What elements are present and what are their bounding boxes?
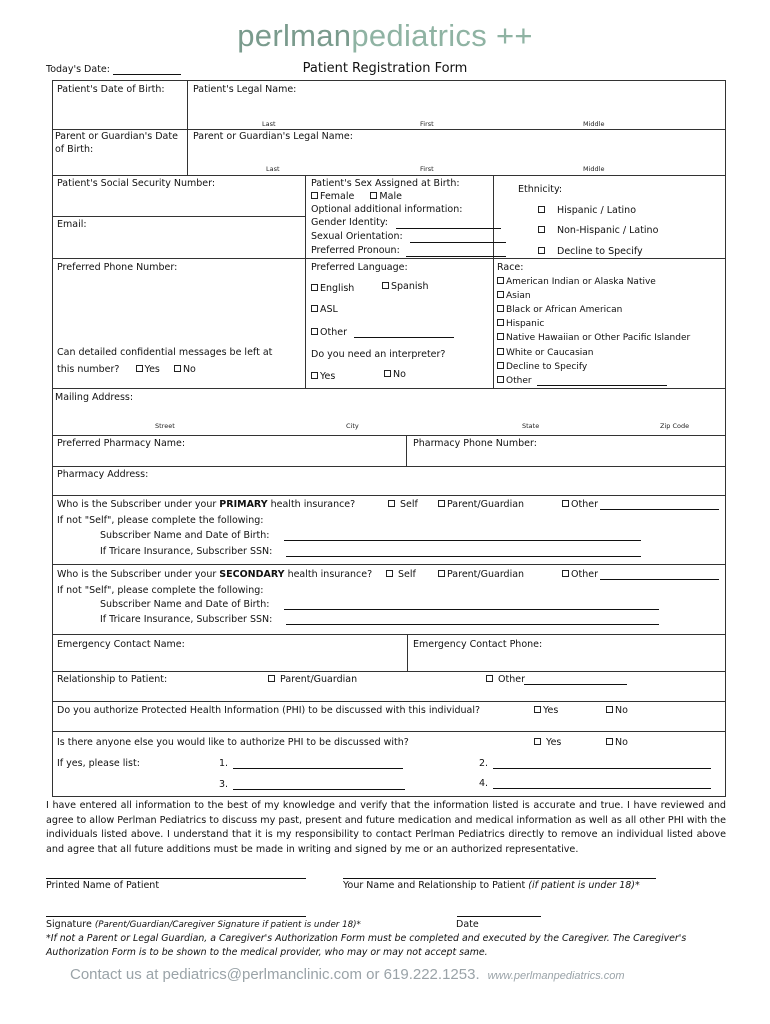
language-other [311, 327, 347, 338]
phi2-yes [534, 737, 561, 748]
male-checkbox[interactable] [370, 192, 377, 199]
mailing-address-label: Mailing Address: [55, 392, 134, 403]
language-label: Preferred Language: [311, 262, 408, 273]
phi1-no-checkbox[interactable] [606, 706, 613, 713]
relationship-other [486, 674, 525, 685]
no-label: No [393, 369, 406, 380]
race-checkbox[interactable] [497, 277, 504, 284]
phi1-no [606, 705, 628, 716]
primary-question-end: health insurance? [267, 499, 356, 510]
phi1-yes-checkbox[interactable] [534, 706, 541, 713]
your-name-line[interactable] [343, 878, 656, 879]
street-hint: Street [155, 422, 175, 430]
logo-text-pediatrics: pediatrics [351, 18, 488, 53]
other-language-line[interactable] [354, 337, 454, 338]
no-label: No [615, 705, 628, 716]
primary-parent-checkbox[interactable] [438, 500, 445, 507]
race-option [497, 277, 656, 287]
no-label: No [615, 737, 628, 748]
secondary-subscriber-dob-label: Subscriber Name and Date of Birth: [100, 599, 270, 610]
relationship-parent [268, 674, 357, 685]
ssn-label: Patient's Social Security Number: [57, 178, 216, 189]
interpreter-label: Do you need an interpreter? [311, 349, 446, 360]
patient-legal-name-label: Patient's Legal Name: [193, 84, 297, 95]
zip-hint: Zip Code [660, 422, 690, 430]
other-label: Other [571, 499, 598, 510]
preferred-pronoun-line[interactable] [406, 256, 506, 257]
pharmacy-phone-label: Pharmacy Phone Number: [413, 438, 537, 449]
primary-other [562, 499, 598, 510]
race-option-label: American Indian or Alaska Native [506, 277, 656, 287]
primary-tricare-line[interactable] [286, 556, 641, 557]
sexual-orientation-line[interactable] [410, 242, 506, 243]
phi-question-2: Is there anyone else you would like to authorize PHI to be discussed with? [57, 737, 409, 748]
primary-question [57, 499, 355, 510]
other-label: Other [571, 569, 598, 580]
asl-checkbox[interactable] [311, 305, 318, 312]
your-name-qualifier: (if patient is under 18)* [528, 880, 640, 891]
phi-list-line-2[interactable] [493, 768, 711, 769]
todays-date-label: Today's Date: [46, 64, 110, 75]
female-label: Female [320, 191, 355, 202]
gender-identity-line[interactable] [396, 228, 501, 229]
ethnicity-option [538, 246, 643, 257]
race-option-label: White or Caucasian [506, 348, 594, 358]
relationship-other-line[interactable] [524, 684, 627, 685]
logo-text-perlman: perlman [237, 18, 352, 53]
primary-emphasis: PRIMARY [219, 499, 268, 510]
language-english [311, 283, 354, 294]
first-name-hint: First [420, 165, 434, 173]
city-hint: City [346, 422, 359, 430]
race-checkbox[interactable] [497, 362, 504, 369]
female-checkbox[interactable] [311, 192, 318, 199]
phi2-yes-checkbox[interactable] [534, 738, 541, 745]
confidential-label: Can detailed confidential messages be left at [57, 347, 273, 358]
guardian-dob-label: Parent or Guardian's Date [55, 131, 178, 142]
race-checkbox[interactable] [497, 348, 504, 355]
primary-subscriber-dob-label: Subscriber Name and Date of Birth: [100, 530, 270, 541]
phi-question-1: Do you authorize Protected Health Information (PHI) to be discussed with this individual? [57, 705, 481, 716]
middle-name-hint: Middle [583, 120, 605, 128]
phi-list-line-4[interactable] [493, 788, 711, 789]
pharmacy-address-box[interactable] [52, 466, 726, 496]
ethnicity-option [538, 205, 636, 216]
secondary-tricare-label: If Tricare Insurance, Subscriber SSN: [100, 614, 273, 625]
race-option [497, 319, 544, 329]
phi2-no-checkbox[interactable] [606, 738, 613, 745]
sex-options [311, 191, 402, 202]
secondary-if-not: If not "Self", please complete the following: [57, 585, 264, 596]
interpreter-yes [311, 371, 335, 382]
race-checkbox[interactable] [497, 333, 504, 340]
secondary-subscriber-dob-line[interactable] [284, 609, 659, 610]
gender-identity-label: Gender Identity: [311, 217, 388, 228]
race-option-label: Other [506, 376, 532, 386]
spanish-label: Spanish [391, 281, 429, 292]
footer-contact [70, 966, 625, 983]
race-option-label: Black or African American [506, 305, 623, 315]
race-option-label: Native Hawaiian or Other Pacific Islander [506, 333, 691, 343]
parent-label: Parent/Guardian [447, 569, 525, 580]
date-label: Date [456, 919, 479, 930]
secondary-other-line[interactable] [600, 579, 719, 580]
race-option [497, 348, 593, 358]
parent-label: Parent/Guardian [280, 674, 358, 685]
list-number-4: 4. [479, 778, 489, 789]
secondary-parent-checkbox[interactable] [438, 570, 445, 577]
primary-question-text: Who is the Subscriber under your [57, 499, 220, 510]
confidential-options [57, 364, 196, 375]
phi-list-line-3[interactable] [233, 789, 405, 790]
primary-tricare-label: If Tricare Insurance, Subscriber SSN: [100, 546, 273, 557]
signature-label [46, 919, 361, 930]
your-name-text: Your Name and Relationship to Patient [343, 880, 529, 891]
race-option [497, 333, 690, 343]
self-label: Self [400, 499, 418, 510]
primary-self [388, 499, 418, 510]
middle-name-hint: Middle [583, 165, 605, 173]
list-number-2: 2. [479, 758, 489, 769]
consent-paragraph: I have entered all information to the best of my knowledge and verify that the information listed is accurate and true. I have reviewed and agree to allow Perlman Pediatrics to discuss my past, present and future medication and medical information as well as all other PHI with the individuals listed above. I understand that it is my responsibility to contact Perlman Pediatrics directly to remove an individual listed above and agree that all future additions must be made in writing and signed by me or an authorized representative. [46, 800, 726, 855]
todays-date-field[interactable] [46, 64, 181, 75]
confidential-no-checkbox[interactable] [174, 365, 181, 372]
guardian-dob-label-2: of Birth: [55, 144, 94, 155]
mailing-address-box[interactable] [52, 388, 726, 436]
patient-dob-label: Patient's Date of Birth: [57, 84, 165, 95]
yes-label: Yes [546, 737, 562, 748]
secondary-question-text: Who is the Subscriber under your [57, 569, 220, 580]
phi2-no [606, 737, 628, 748]
race-option-label: Asian [506, 291, 531, 301]
caregiver-note: *If not a Parent or Legal Guardian, a Caregiver's Authorization Form must be completed and executed by the Caregiver. The Caregiver's Authorization Form is to be shown to the medical provider, who may or may not accept same. [46, 933, 687, 958]
no-label: No [182, 364, 196, 375]
race-option [497, 291, 531, 301]
if-yes-label: If yes, please list: [57, 758, 140, 769]
ethnicity-checkbox[interactable] [538, 206, 545, 213]
interpreter-yes-checkbox[interactable] [311, 372, 318, 379]
race-checkbox[interactable] [497, 319, 504, 326]
logo [0, 20, 770, 51]
optional-info-label: Optional additional information: [311, 204, 463, 215]
race-checkbox[interactable] [497, 376, 504, 383]
race-option [497, 376, 532, 386]
english-label: English [320, 283, 355, 294]
emergency-name-label: Emergency Contact Name: [57, 639, 185, 650]
race-option-label: Hispanic [506, 319, 545, 329]
signature-line[interactable] [46, 916, 306, 917]
race-option [497, 305, 622, 315]
sex-label: Patient's Sex Assigned at Birth: [311, 178, 460, 189]
ethnicity-option-label: Decline to Specify [557, 246, 643, 257]
race-option [497, 362, 587, 372]
guardian-legal-name-label: Parent or Guardian's Legal Name: [193, 131, 353, 142]
asl-label: ASL [320, 304, 338, 315]
interpreter-no-checkbox[interactable] [384, 370, 391, 377]
secondary-tricare-line[interactable] [286, 624, 659, 625]
confidential-label-2: this number? [57, 364, 120, 375]
yes-label: Yes [320, 371, 336, 382]
race-label: Race: [497, 262, 524, 273]
relationship-other-checkbox[interactable] [486, 675, 493, 682]
other-race-line[interactable] [537, 385, 667, 386]
other-language-checkbox[interactable] [311, 328, 318, 335]
phone-label: Preferred Phone Number: [57, 262, 178, 273]
relationship-label: Relationship to Patient: [57, 674, 168, 685]
secondary-self [386, 569, 416, 580]
secondary-other-checkbox[interactable] [562, 570, 569, 577]
secondary-emphasis: SECONDARY [219, 569, 285, 580]
ethnicity-option [538, 225, 658, 236]
primary-other-checkbox[interactable] [562, 500, 569, 507]
contact-text: Contact us at pediatrics@perlmanclinic.com or 619.222.1253. [70, 966, 480, 983]
male-label: Male [379, 191, 402, 202]
yes-label: Yes [543, 705, 559, 716]
secondary-other [562, 569, 598, 580]
yes-label: Yes [144, 364, 160, 375]
self-label: Self [398, 569, 416, 580]
race-checkbox[interactable] [497, 291, 504, 298]
todays-date-blank[interactable] [113, 74, 181, 75]
race-option-label: Decline to Specify [506, 362, 588, 372]
preferred-pronoun-label: Preferred Pronoun: [311, 245, 400, 256]
list-number-3: 3. [219, 779, 229, 790]
signature-text: Signature [46, 919, 95, 930]
pharmacy-name-label: Preferred Pharmacy Name: [57, 438, 186, 449]
primary-subscriber-dob-line[interactable] [284, 540, 641, 541]
primary-self-checkbox[interactable] [388, 500, 395, 507]
ethnicity-label: Ethnicity: [518, 184, 563, 195]
your-name-label [343, 880, 640, 891]
emergency-phone-label: Emergency Contact Phone: [413, 639, 543, 650]
last-name-hint: Last [266, 165, 280, 173]
pharmacy-address-label: Pharmacy Address: [57, 469, 149, 480]
interpreter-no [384, 369, 406, 380]
primary-parent [438, 499, 524, 510]
secondary-question [57, 569, 372, 580]
secondary-parent [438, 569, 524, 580]
first-name-hint: First [420, 120, 434, 128]
spanish-checkbox[interactable] [382, 282, 389, 289]
relationship-parent-checkbox[interactable] [268, 675, 275, 682]
printed-name-label: Printed Name of Patient [46, 880, 160, 891]
sexual-orientation-label: Sexual Orientation: [311, 231, 403, 242]
logo-plus-icon: ++ [495, 18, 533, 53]
state-hint: State [522, 422, 540, 430]
other-label: Other [320, 327, 347, 338]
other-label: Other [498, 674, 526, 685]
primary-other-line[interactable] [600, 509, 719, 510]
secondary-question-end: health insurance? [284, 569, 373, 580]
last-name-hint: Last [262, 120, 276, 128]
ethnicity-checkbox[interactable] [538, 226, 545, 233]
primary-if-not: If not "Self", please complete the following: [57, 515, 264, 526]
parent-label: Parent/Guardian [447, 499, 525, 510]
ethnicity-option-label: Hispanic / Latino [557, 205, 637, 216]
language-spanish [382, 281, 429, 292]
language-asl [311, 304, 338, 315]
signature-qualifier: (Parent/Guardian/Caregiver Signature if patient is under 18)* [94, 920, 361, 930]
phi1-yes [534, 705, 558, 716]
printed-name-line[interactable] [46, 878, 306, 879]
ethnicity-checkbox[interactable] [538, 247, 545, 254]
english-checkbox[interactable] [311, 284, 318, 291]
ethnicity-option-label: Non-Hispanic / Latino [557, 225, 659, 236]
phi-list-line-1[interactable] [233, 768, 403, 769]
email-label: Email: [57, 219, 87, 230]
website-link[interactable]: www.perlmanpediatrics.com [487, 970, 625, 982]
race-checkbox[interactable] [497, 305, 504, 312]
list-number-1: 1. [219, 758, 229, 769]
secondary-self-checkbox[interactable] [386, 570, 393, 577]
email-box[interactable] [52, 216, 306, 259]
page-title: Patient Registration Form [302, 61, 468, 76]
confidential-yes-checkbox[interactable] [136, 365, 143, 372]
date-line[interactable] [457, 916, 541, 917]
